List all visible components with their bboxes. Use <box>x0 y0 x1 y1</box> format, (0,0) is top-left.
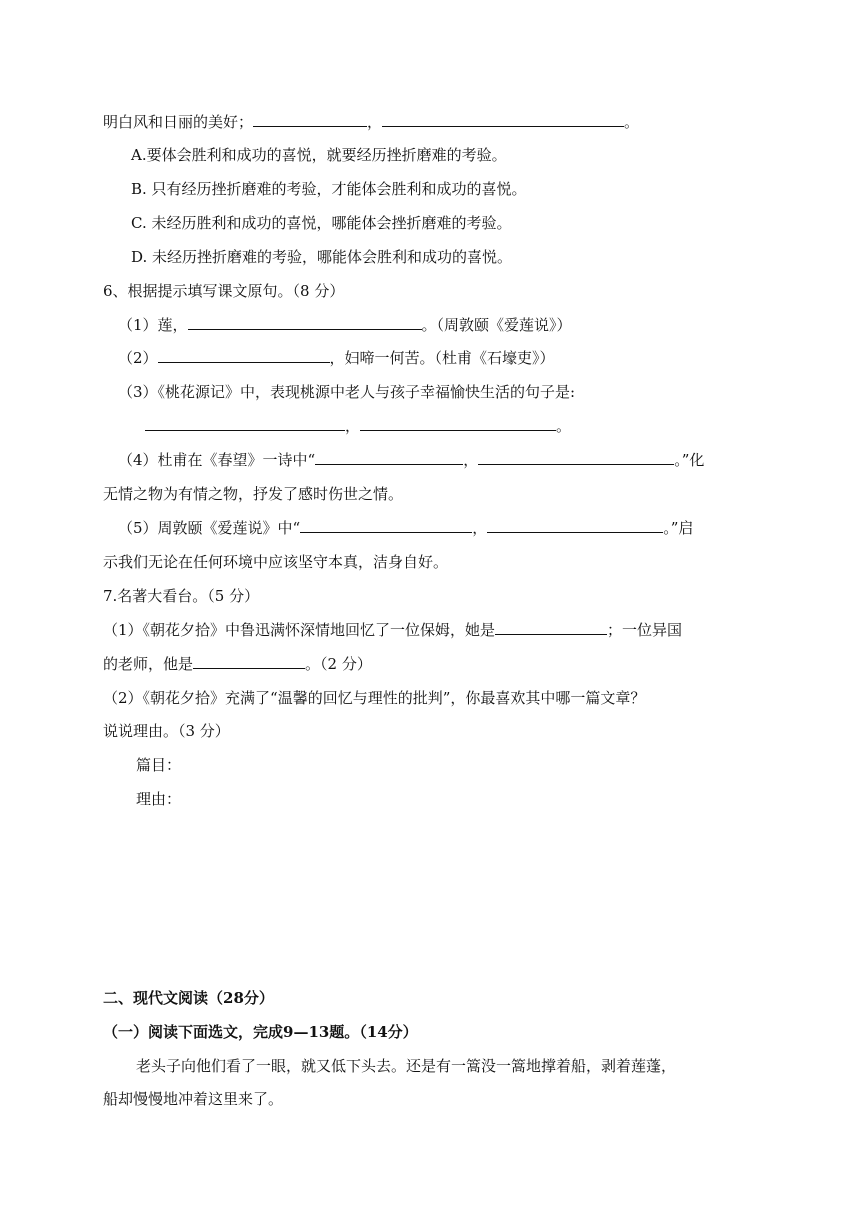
q6-item-3-end: 。 <box>556 417 572 435</box>
passage-paragraph-line2: 船却慢慢地冲着这里来了。 <box>103 1090 284 1108</box>
q6-item-4-prefix: （4）杜甫在《春望》一诗中“ <box>118 451 316 469</box>
q5-blank-2[interactable] <box>382 112 624 127</box>
q7-part-1-line2-suffix: 。（2 分） <box>305 655 372 673</box>
q6-item-2-blank[interactable] <box>158 348 330 363</box>
q6-item-3-line1: （3）《桃花源记》中，表现桃源中老人与孩子幸福愉快生活的句子是: <box>118 383 576 401</box>
q6-item-5-comma: ， <box>472 519 488 537</box>
q6-item-1-blank[interactable] <box>188 315 422 330</box>
q6-item-4-blank-2[interactable] <box>478 450 674 465</box>
q5-comma: ， <box>367 113 383 131</box>
q6-item-4-end: 。”化 <box>674 451 705 469</box>
q5-blank-1[interactable] <box>253 112 367 127</box>
q5-end: 。 <box>624 113 640 131</box>
q5-prefix: 明白风和日丽的美好； <box>103 113 254 131</box>
q5-option-d[interactable]: D. 未经历挫折磨难的考验，哪能体会胜利和成功的喜悦。 <box>131 248 513 266</box>
section-2-heading: 二、现代文阅读（28分） <box>103 989 274 1007</box>
q7-blank-teacher[interactable] <box>193 654 305 669</box>
q7-part-1-line1 <box>103 620 682 640</box>
q6-item-4-blank-1[interactable] <box>315 450 463 465</box>
q6-item-2-suffix: ，妇啼一何苦。（杜甫《石壕吏》） <box>329 349 555 367</box>
q7-part-2-line2: 说说理由。（3 分） <box>103 722 230 740</box>
q6-item-1-suffix: 。（周敦颐《爱莲说》） <box>421 316 572 334</box>
q6-item-5-line2: 示我们无论在任何环境中应该坚守本真，洁身自好。 <box>103 553 449 571</box>
q6-item-5-blank-1[interactable] <box>300 518 472 533</box>
q6-item-1-prefix: （1）莲， <box>118 316 188 334</box>
q6-item-4-comma: ， <box>463 451 479 469</box>
q7-part-1-line2 <box>103 654 372 674</box>
q7-label-reason: 理由： <box>136 790 182 808</box>
q6-item-4-line1 <box>118 450 704 470</box>
q7-part-2-line1: （2）《朝花夕拾》充满了“温馨的回忆与理性的批判”，你最喜欢其中哪一篇文章？ <box>103 689 646 707</box>
q5-option-a[interactable]: A.要体会胜利和成功的喜悦，就要经历挫折磨难的考验。 <box>131 146 507 164</box>
q6-item-3-blank-2[interactable] <box>360 416 556 431</box>
q6-title: 6、根据提示填写课文原句。（8 分） <box>103 282 345 300</box>
q7-part-1-mid: ；一位异国 <box>607 621 683 639</box>
q7-part-1-prefix: （1）《朝花夕拾》中鲁迅满怀深情地回忆了一位保姆，她是 <box>103 621 496 639</box>
q7-label-title: 篇目： <box>136 756 182 774</box>
q6-item-5-end: 。”启 <box>663 519 694 537</box>
q6-item-2-prefix: （2） <box>118 349 158 367</box>
q5-option-c[interactable]: C. 未经历胜利和成功的喜悦，哪能体会挫折磨难的考验。 <box>131 214 512 232</box>
q7-part-1-line2-prefix: 的老师，他是 <box>103 655 194 673</box>
q6-item-3-comma: ， <box>345 417 361 435</box>
q6-item-3-blank-1[interactable] <box>145 416 345 431</box>
q6-item-5-blank-2[interactable] <box>487 518 663 533</box>
q6-item-5-prefix: （5）周敦颐《爱莲说》中“ <box>118 519 301 537</box>
q5-option-b[interactable]: B. 只有经历挫折磨难的考验，才能体会胜利和成功的喜悦。 <box>131 180 527 198</box>
passage-paragraph-line1: 老头子向他们看了一眼，就又低下头去。还是有一篙没一篙地撑着船，剥着莲蓬， <box>136 1057 677 1075</box>
q5-fill-line <box>103 112 639 132</box>
q7-title: 7.名著大看台。（5 分） <box>103 587 260 605</box>
q6-item-4-line2: 无情之物为有情之物，抒发了感时伤世之情。 <box>103 485 404 503</box>
q7-blank-nanny[interactable] <box>495 620 607 635</box>
q6-item-2 <box>118 348 555 368</box>
q6-item-5-line1 <box>118 518 693 538</box>
q6-item-3-line2 <box>145 416 571 436</box>
section-2-subheading: （一）阅读下面选文，完成9—13题。（14分） <box>103 1023 418 1041</box>
q6-item-1 <box>118 315 572 335</box>
